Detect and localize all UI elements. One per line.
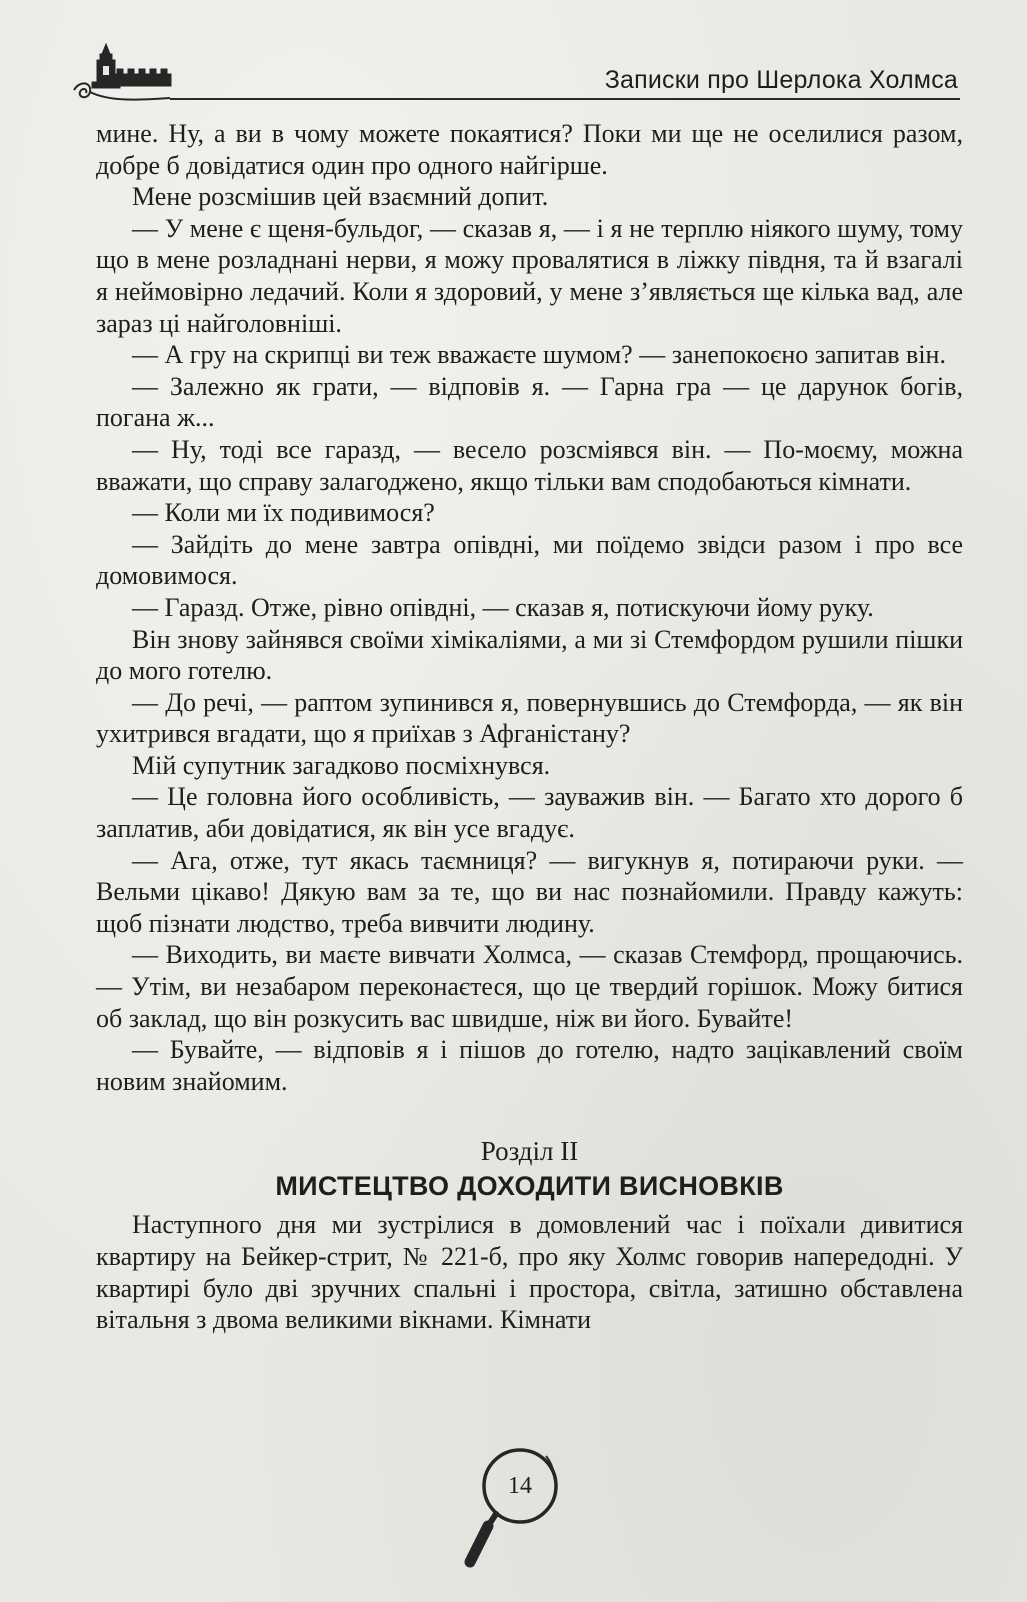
paragraph: Наступного дня ми зустрілися в домовлений час і поїхали дивитися квартиру на Бейкер-стрит, № 221-б, про яку Холмс говорив напередодні. У квартирі було дві зручних спальні і простора, світла, затишно обставлена вітальня з двома великими вікнами. Кімнати: [96, 1210, 963, 1335]
paragraph: Мій супутник загадково посміхнувся.: [132, 750, 551, 780]
paragraph: Мене розсмішив цей взаємний допит.: [132, 182, 549, 212]
paragraph: — Це головна його особливість, — зауважив він. — Багато хто дорого б заплатив, аби довідатися, як він усе вгадує.: [96, 782, 963, 844]
paragraph: — Зайдіть до мене завтра опівдні, ми поїдемо звідси разом і про все домовимося.: [96, 529, 963, 591]
paragraph: — А гру на скрипці ви теж вважаєте шумом? — занепокоєно запитав він.: [132, 340, 946, 370]
paragraph: — У мене є щеня-бульдог, — сказав я, — і я не терплю ніякого шуму, тому що в мене розладнані нерви, я можу провалятися в ліжку півдня, та й взагалі я неймовірно ледачий. Коли я здоровий, у мене з’являється ще кілька вад, але зараз ці найголовніші.: [96, 213, 963, 338]
paragraph: — Ага, отже, тут якась таємниця? — вигукнув я, потираючи руки. — Вельми цікаво! Дякую вам за те, що ви нас познайомили. Правду кажуть: щоб пізнати людство, треба вивчити людину.: [96, 845, 963, 938]
paragraph: — До речі, — раптом зупинився я, повернувшись до Стемфорда, — як він ухитрився вгадати, що я приїхав з Афганістану?: [96, 687, 963, 749]
castle-tower-icon: [70, 42, 190, 102]
body-text: [96, 118, 963, 1336]
chapter-heading: [96, 1135, 963, 1203]
chapter-title: МИСТЕЦТВО ДОХОДИТИ ВИСНОВКІВ: [275, 1171, 784, 1202]
running-header: [70, 42, 960, 102]
paragraph: — Виходить, ви маєте вивчати Холмса, — сказав Стемфорд, прощаючись. — Утім, ви незабаром переконаєтеся, що це твердий горішок. Можу битися об заклад, що він розкусить вас швидше, ніж ви його. Бувайте!: [96, 940, 963, 1033]
paragraph: — Залежно як грати, — відповів я. — Гарна гра — це дарунок богів, погана ж...: [96, 371, 963, 433]
magnifying-glass-icon: [458, 1440, 588, 1580]
paragraph: Він знову зайнявся своїми хімікаліями, а ми зі Стемфордом рушили пішки до мого готелю.: [96, 624, 963, 686]
paragraph: мине. Ну, а ви в чому можете покаятися? Поки ми ще не оселилися разом, добре б довідатися один про одного найгірше.: [96, 119, 963, 180]
paragraph: — Ну, тоді все гаразд, — весело розсміявся він. — По-моєму, можна вважати, що справу залагоджено, якщо тільки вам сподобаються кімнати.: [96, 434, 963, 496]
running-title: Записки про Шерлока Холмса: [604, 66, 958, 94]
page-number: 14: [508, 1473, 532, 1499]
paragraph: — Коли ми їх подивимося?: [132, 498, 435, 528]
page-number-badge: [458, 1440, 588, 1580]
paragraph: — Гаразд. Отже, рівно опівдні, — сказав я, потискуючи йому руку.: [132, 592, 874, 622]
paragraph: — Бувайте, — відповів я і пішов до готелю, надто зацікавлений своїм новим знайомим.: [96, 1035, 963, 1096]
header-rule: [170, 98, 960, 100]
chapter-number: Розділ II: [480, 1136, 579, 1167]
